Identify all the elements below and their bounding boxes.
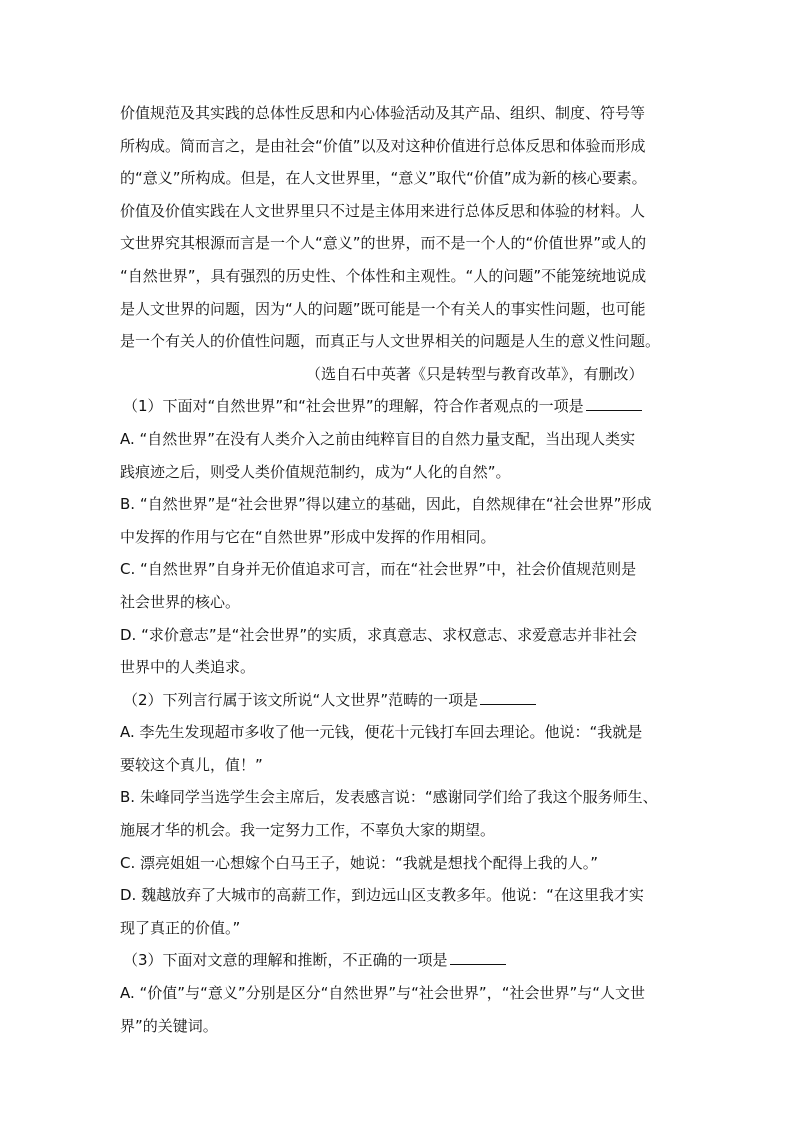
passage-line: 价值规范及其实践的总体性反思和内心体验活动及其产品、组织、制度、符号等 xyxy=(120,104,646,122)
option-line: 中发挥的作用与它在“自然世界”形成中发挥的作用相同。 xyxy=(120,527,496,546)
answer-blank xyxy=(450,963,506,965)
answer-blank xyxy=(480,703,536,705)
passage xyxy=(120,97,686,390)
question-stem xyxy=(120,944,686,977)
passage-source: （选自石中英著《只是转型与教育改革》，有删改） xyxy=(306,364,644,383)
option-line: C. “自然世界”自身并无价值追求可言，而在“社会世界”中，社会价值规范则是 xyxy=(120,560,637,579)
question-stem xyxy=(120,684,686,717)
option-line: A. “自然世界”在没有人类介入之前由纯粹盲目的自然力量支配，当出现人类实 xyxy=(120,429,636,448)
page-content xyxy=(120,97,686,1042)
question-stem-text: （1）下面对“自然世界”和“社会世界”的理解，符合作者观点的一项是 xyxy=(123,397,584,416)
passage-line: 文世界究其根源而言是一个人“意义”的世界，而不是一个人的“价值世界”或人的 xyxy=(120,234,647,253)
passage-line: 是一个有关人的价值性问题，而真正与人文世界相关的问题是人生的意义性问题。 xyxy=(120,332,661,351)
passage-line: 的“意义”所构成。但是，在人文世界里，“意义”取代“价值”成为新的核心要素。 xyxy=(120,169,647,188)
passage-line: 所构成。简而言之，是由社会“价值”以及对这种价值进行总体反思和体验而形成 xyxy=(120,136,646,155)
option-line: D. “求价意志”是“社会世界”的实质，求真意志、求权意志、求爱意志并非社会 xyxy=(120,625,638,644)
option-line: 社会世界的核心。 xyxy=(120,592,241,611)
question-2 xyxy=(120,684,686,945)
option-line: 现了真正的价值。” xyxy=(120,918,241,937)
option-line: 践痕迹之后，则受人类价值规范制约，成为“人化的自然”。 xyxy=(120,462,511,481)
question-1 xyxy=(120,390,686,683)
option-line: D. 魏越放弃了大城市的高薪工作，到边远山区支教多年。他说：“在这里我才实 xyxy=(120,886,644,905)
option-line: A. 李先生发现超市多收了他一元钱，便花十元钱打车回去理论。他说：“我就是 xyxy=(120,723,643,742)
option-line: C. 漂亮姐姐一心想嫁个白马王子，她说：“我就是想找个配得上我的人。” xyxy=(120,853,599,872)
passage-line: 价值及价值实践在人文世界里只不过是主体用来进行总体反思和体验的材料。人 xyxy=(120,201,646,220)
option-line: 界”的关键词。 xyxy=(120,1016,218,1035)
option-line: B. 朱峰同学当选学生会主席后，发表感言说：“感谢同学们给了我这个服务师生、 xyxy=(120,788,658,807)
option-line: B. “自然世界”是“社会世界”得以建立的基础，因此，自然规律在“社会世界”形成 xyxy=(120,495,652,514)
passage-line: “自然世界”，具有强烈的历史性、个体性和主观性。“人的问题”不能笼统地说成 xyxy=(120,266,647,285)
answer-blank xyxy=(586,409,642,411)
option-line: 世界中的人类追求。 xyxy=(120,658,256,677)
passage-line: 是人文世界的问题，因为“人的问题”既可能是一个有关人的事实性问题，也可能 xyxy=(120,299,646,318)
option-line: A. “价值”与“意义”分别是区分“自然世界”与“社会世界”，“社会世界”与“人文世 xyxy=(120,984,646,1003)
question-stem-text: （2）下列言行属于该文所说“人文世界”范畴的一项是 xyxy=(123,690,479,709)
question-3 xyxy=(120,944,686,1042)
option-line: 要较这个真儿，值！” xyxy=(120,755,263,774)
question-stem xyxy=(120,390,686,423)
option-line: 施展才华的机会。我一定努力工作，不辜负大家的期望。 xyxy=(120,821,496,840)
question-stem-text: （3）下面对文意的理解和推断，不正确的一项是 xyxy=(123,951,448,970)
